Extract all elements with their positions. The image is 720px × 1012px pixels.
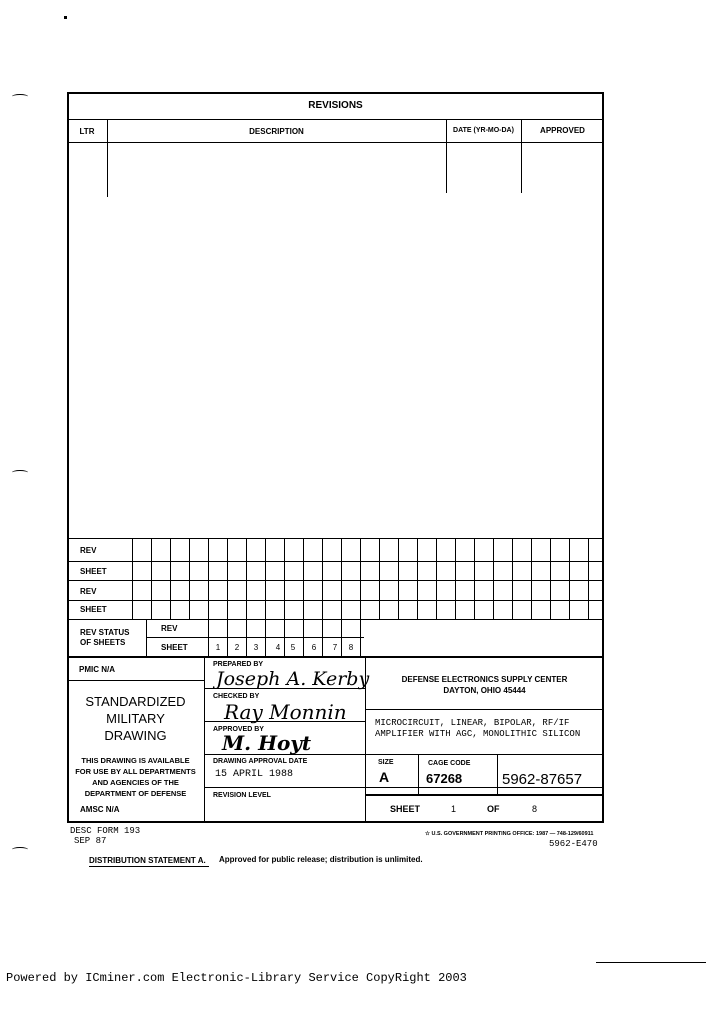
grid-column-line	[341, 538, 342, 619]
form-date: SEP 87	[74, 836, 107, 846]
grid-column-line	[227, 619, 228, 656]
divider	[204, 656, 205, 823]
scan-mark	[12, 470, 28, 475]
sheet-label: SHEET	[80, 567, 107, 576]
grid-column-line	[417, 538, 418, 619]
sheet-value: 1	[451, 804, 457, 814]
sheet-label: SHEET	[161, 643, 188, 652]
grid-column-line	[246, 619, 247, 656]
agency-name: DEFENSE ELECTRONICS SUPPLY CENTER DAYTON, OHIO 45444	[401, 675, 568, 695]
cage-code-label: CAGE CODE	[428, 760, 471, 767]
divider	[365, 709, 604, 710]
checked-by-signature: Ray Monnin	[224, 700, 347, 724]
approved-by-signature: M. Hoyt	[222, 731, 312, 755]
rev-label: REV	[161, 624, 178, 633]
col-ltr: LTR	[79, 127, 95, 136]
rev-status-label: REV STATUS OF SHEETS	[80, 628, 130, 647]
grid-column-line	[493, 538, 494, 619]
grid-column-line	[322, 619, 323, 656]
drawing-approval-label: DRAWING APPROVAL DATE	[213, 758, 308, 765]
grid-column-line	[227, 538, 228, 619]
grid-line	[67, 656, 604, 658]
grid-line	[67, 561, 604, 562]
grid-column-line	[569, 538, 570, 619]
grid-column-line	[208, 538, 209, 619]
sheet-number: 1	[215, 643, 221, 652]
prepared-by-label: PREPARED BY	[213, 661, 264, 668]
grid-column-line	[265, 619, 266, 656]
rev-label: REV	[80, 546, 97, 555]
checked-by-label: CHECKED BY	[213, 693, 260, 700]
pmic-label: PMIC N/A	[79, 665, 115, 674]
sheet-number: 2	[234, 643, 240, 652]
distribution-underline	[89, 866, 209, 867]
col-date: DATE (YR-MO-DA)	[453, 127, 514, 134]
sheet-label: SHEET	[80, 605, 107, 614]
divider	[365, 754, 604, 755]
amsc-label: AMSC N/A	[80, 805, 120, 814]
grid-column-line	[284, 538, 285, 619]
sheet-number: 5	[290, 643, 296, 652]
grid-column-line	[322, 538, 323, 619]
sheet-number: 6	[311, 643, 317, 652]
of-value: 8	[532, 804, 538, 814]
grid-column-line	[208, 619, 209, 656]
prepared-by-signature: Joseph A. Kerby	[216, 668, 370, 690]
of-label: OF	[487, 804, 500, 814]
grid-column-line	[360, 619, 361, 656]
approved-by-label: APPROVED BY	[213, 726, 264, 733]
cage-code-value: 67268	[426, 771, 463, 786]
distribution-label: DISTRIBUTION STATEMENT A.	[89, 856, 206, 865]
grid-column-line	[550, 538, 551, 619]
powered-by: Powered by ICminer.com Electronic-Library Service CopyRight 2003	[6, 971, 467, 985]
divider	[497, 754, 498, 794]
revision-level-label: REVISION LEVEL	[213, 792, 271, 799]
rev-label: REV	[80, 587, 97, 596]
grid-column-line	[265, 538, 266, 619]
divider	[596, 962, 706, 963]
grid-column-line	[151, 538, 152, 619]
scan-mark	[12, 94, 28, 99]
grid-column-line	[170, 538, 171, 619]
grid-column-line	[303, 619, 304, 656]
grid-line	[67, 580, 604, 581]
grid-column-line	[512, 538, 513, 619]
gpo-note: ☆ U.S. GOVERNMENT PRINTING OFFICE: 1987 — 748-129/60911	[425, 831, 594, 837]
size-label: SIZE	[378, 759, 394, 766]
col-approved: APPROVED	[540, 126, 585, 135]
grid-column-line	[455, 538, 456, 619]
sheet-number: 4	[275, 643, 281, 652]
sheet-number: 7	[332, 643, 338, 652]
grid-line	[67, 619, 604, 620]
revisions-title: REVISIONS	[308, 100, 363, 111]
divider	[67, 680, 204, 681]
scan-mark	[12, 847, 28, 852]
grid-line	[67, 538, 604, 539]
sheet-number: 3	[253, 643, 259, 652]
divider	[67, 142, 604, 143]
grid-column-line	[588, 538, 589, 619]
size-value: A	[379, 769, 390, 785]
grid-column-line	[398, 538, 399, 619]
grid-line	[67, 600, 604, 601]
grid-column-line	[379, 538, 380, 619]
grid-column-line	[146, 619, 147, 656]
sheet-label: SHEET	[390, 804, 421, 814]
grid-column-line	[436, 538, 437, 619]
grid-column-line	[189, 538, 190, 619]
drawing-approval-date: 15 APRIL 1988	[215, 769, 294, 780]
grid-column-line	[303, 538, 304, 619]
grid-column-line	[246, 538, 247, 619]
part-description: MICROCIRCUIT, LINEAR, BIPOLAR, RF/IF AMPLIFIER WITH AGC, MONOLITHIC SILICON	[375, 718, 581, 739]
grid-column-line	[531, 538, 532, 619]
form-number: DESC FORM 193	[70, 826, 141, 836]
scan-speck	[64, 16, 67, 19]
divider	[418, 754, 419, 794]
grid-column-line	[474, 538, 475, 619]
grid-column-line	[360, 538, 361, 619]
sheet-number: 8	[348, 643, 354, 652]
standardized-title: STANDARDIZED MILITARY DRAWING	[85, 694, 186, 743]
grid-line	[146, 637, 364, 638]
distribution-text: Approved for public release; distribution is unlimited.	[219, 855, 423, 864]
grid-column-line	[132, 538, 133, 619]
divider	[67, 119, 604, 120]
availability-note: THIS DRAWING IS AVAILABLE FOR USE BY ALL DEPARTMENTS AND AGENCIES OF THE DEPARTMENT OF DEFENSE	[75, 756, 196, 798]
form-code: 5962-E470	[549, 839, 598, 849]
col-description: DESCRIPTION	[249, 127, 304, 136]
divider	[365, 794, 604, 796]
drawing-number: 5962-87657	[502, 771, 583, 788]
